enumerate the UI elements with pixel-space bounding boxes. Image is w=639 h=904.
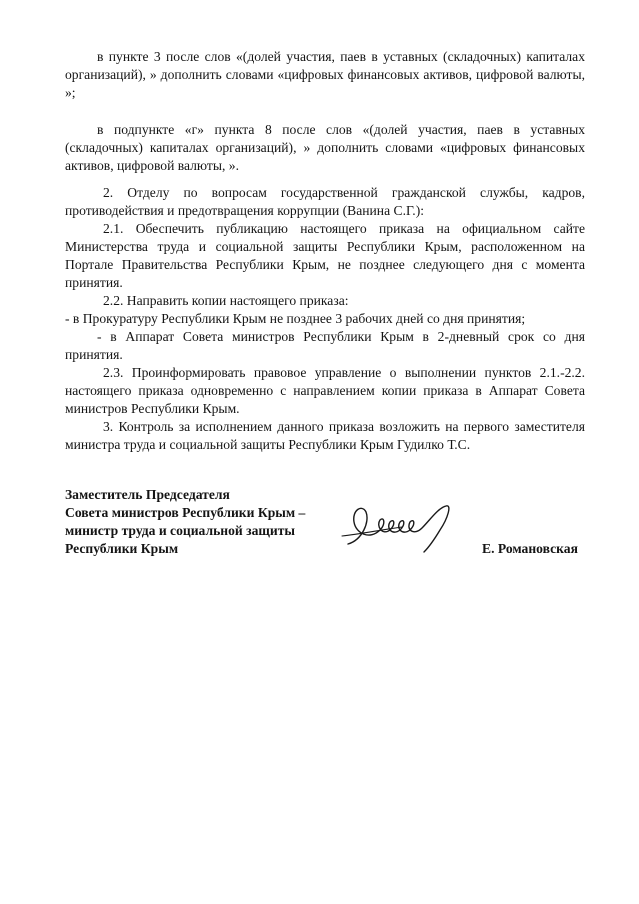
signatory-title [65,486,345,558]
signatory-title-line-1: Заместитель Председателя [65,487,230,502]
signatory-title-line-2: Совета министров Республики Крым – [65,505,306,520]
handwritten-signature [340,500,470,555]
paragraph-item-8g [65,121,585,175]
signatory-title-line-4: Республики Крым [65,541,179,556]
clause-2-1: 2.1. Обеспечить публикацию настоящего приказа на официальном сайте Министерства труда и социальной защиты Республики Крым, расположенном на Портале Правительства Республики Крым, не позднее следующего дня с момента принятия. [65,221,585,290]
paragraph-item-3 [65,48,585,102]
clause-3: 3. Контроль за исполнением данного приказа возложить на первого заместителя министра труда и социальной защиты Республики Крым Гудилко Т.С. [65,419,585,452]
signer-name: Е. Романовская [482,541,578,556]
clause-2: 2. Отделу по вопросам государственной гражданской службы, кадров, противодействия и предотвращения коррупции (Ванина С.Г.): [65,185,585,218]
clause-2-2-council: - в Аппарат Совета министров Республики Крым в 2-дневный срок со дня принятия. [65,329,585,362]
clause-2-2-prosecutor: - в Прокуратуру Республики Крым не позднее 3 рабочих дней со дня принятия; [65,311,526,326]
amendment-item-8g: в подпункте «г» пункта 8 после слов «(долей участия, паев в уставных (складочных) капиталах организаций), » дополнить словами «цифровых финансовых активов, цифровой валюты, ». [65,122,585,173]
signatory-title-line-3: министр труда и социальной защиты [65,523,296,538]
paragraphs-main [65,184,585,454]
clause-2-2: 2.2. Направить копии настоящего приказа: [103,293,349,308]
amendment-item-3: в пункте 3 после слов «(долей участия, паев в уставных (складочных) капиталах организаций), » дополнить словами «цифровых финансовых активов, цифровой валюты, »; [65,49,585,100]
clause-2-3: 2.3. Проинформировать правовое управление о выполнении пунктов 2.1.-2.2. настоящего приказа одновременно с направлением копии приказа в Аппарат Совета министров Республики Крым. [65,365,585,416]
